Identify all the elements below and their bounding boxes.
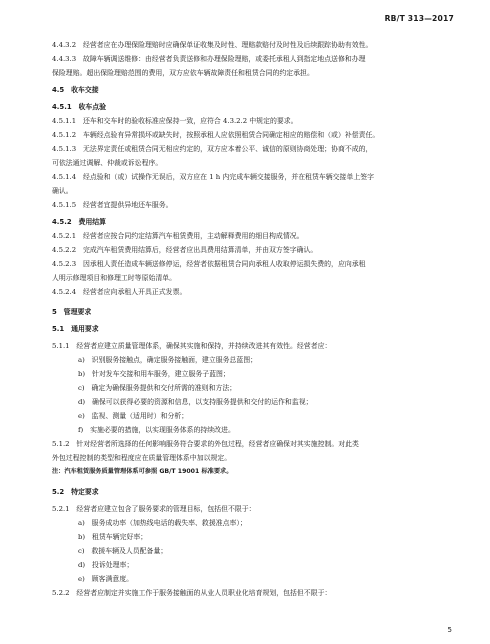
text-line: e) 顾客满意度。 — [78, 575, 133, 583]
text-line: 4.5.1.1 还车和交车时的验收标准应保持一致，应符合 4.3.2.2 中规定的要求。 — [52, 117, 298, 125]
text-line: c) 救援车辆及人员配备量； — [78, 547, 168, 555]
text-line: f) 实施必要的措施，以实现服务体系的持续改进。 — [78, 426, 235, 434]
text-line: 人明示修理项目和修理工时等原始清单。 — [52, 274, 177, 282]
document-body — [52, 38, 454, 600]
text-line: 5.2.1 经营者应建立包含了服务要求的管理目标，包括但不限于： — [52, 505, 256, 513]
text-line: d) 确保可以获得必要的资源和信息，以支持服务提供和交付的运作和监视； — [78, 398, 313, 406]
text-line: 4.5.2.1 经营者应按合同约定结算汽车租赁费用，主动解释费用的细目构成情况。 — [52, 232, 304, 240]
text-line: 4.4.3.2 经营者应在办理保险理赔时应确保单证收集及时性、理赔款赔付及时性及后续跟踪协助有效性。 — [52, 41, 373, 49]
note-text: 注：汽车租赁服务质量管理体系可参照 GB/T 19001 标准要求。 — [52, 468, 233, 475]
text-line: 5.1.2 针对经营者所选择的任何影响服务符合要求的外包过程，经营者应确保对其实施控制。对此类 — [52, 440, 359, 448]
section-heading: 5.1 通用要求 — [52, 325, 99, 333]
text-line: 5.1.1 经营者应建立质量管理体系，确保其实施和保持，并持续改进其有效性。经营者应： — [52, 342, 332, 350]
text-line: 4.5.2.2 完成汽车租赁费用结算后，经营者应出具费用结算清单，并由双方签字确认。 — [52, 246, 318, 254]
text-line: 4.5.2.3 因承租人责任造成车辆送修停运，经营者依据租赁合同向承租人收取停运损失费的，应向承租 — [52, 260, 366, 268]
text-line: 4.5.1.4 经点验和（或）试操作无误后，双方应在 1 h 内完成车辆交接服务，并在租赁车辆交接单上签字 — [52, 173, 375, 181]
section-heading: 5 管理要求 — [52, 308, 92, 316]
text-line: 外包过程控制的类型和程度应在质量管理体系中加以规定。 — [52, 454, 232, 462]
text-line: 保险理赔。超出保险理赔范围的费用，双方应依车辆故障责任和租赁合同的约定承担。 — [52, 69, 314, 77]
page-number: 5 — [447, 626, 452, 634]
text-line: 确认。 — [52, 187, 73, 195]
section-heading: 4.5 收车交接 — [52, 86, 99, 94]
text-line: 4.5.1.2 车辆经点验有异常损坏或缺失时，按照承租人应依照租赁合同确定相应的赔偿和（或）补偿责任。 — [52, 131, 380, 139]
text-line: 可依法通过调解、仲裁或诉讼程序。 — [52, 159, 163, 167]
text-line: 4.5.1.3 无法界定责任或租赁合同无相应约定的，双方应本着公平、诚信的原则协商处理；协商不成的， — [52, 145, 373, 153]
text-line: 4.5.2.4 经营者应向承租人开具正式发票。 — [52, 288, 187, 296]
text-line: a) 识别服务接触点，确定服务接触面，建立服务总蓝图； — [78, 356, 258, 364]
section-heading: 4.5.1 收车点验 — [52, 103, 107, 111]
text-line: 5.2.2 经营者应制定并实施工作于服务接触面的从业人员职业化培育规划，包括但不限于： — [52, 589, 332, 597]
standard-code: RB/T 313—2017 — [384, 14, 454, 23]
text-line: b) 租赁车辆完好率； — [78, 533, 148, 541]
text-line: a) 服务成功率（加热线电话的载失率、救援准点率）； — [78, 519, 247, 527]
text-line: 4.4.3.3 故障车辆调送维修：由经营者负责送修和办理保险理赔，或委托承租人到指定地点送修和办理 — [52, 55, 366, 63]
text-line: b) 针对发车交接和用车服务，建立服务子蓝图； — [78, 370, 230, 378]
text-line: d) 投诉处理率； — [78, 561, 134, 569]
text-line: e) 监视、测量（适用时）和分析； — [78, 412, 189, 420]
text-line: c) 确定为确保服务提供和交付所需的准则和方法； — [78, 384, 237, 392]
section-heading: 5.2 特定要求 — [52, 488, 99, 496]
text-line: 4.5.1.5 经营者宜提供异地还车服务。 — [52, 201, 173, 209]
section-heading: 4.5.2 费用结算 — [52, 218, 107, 226]
